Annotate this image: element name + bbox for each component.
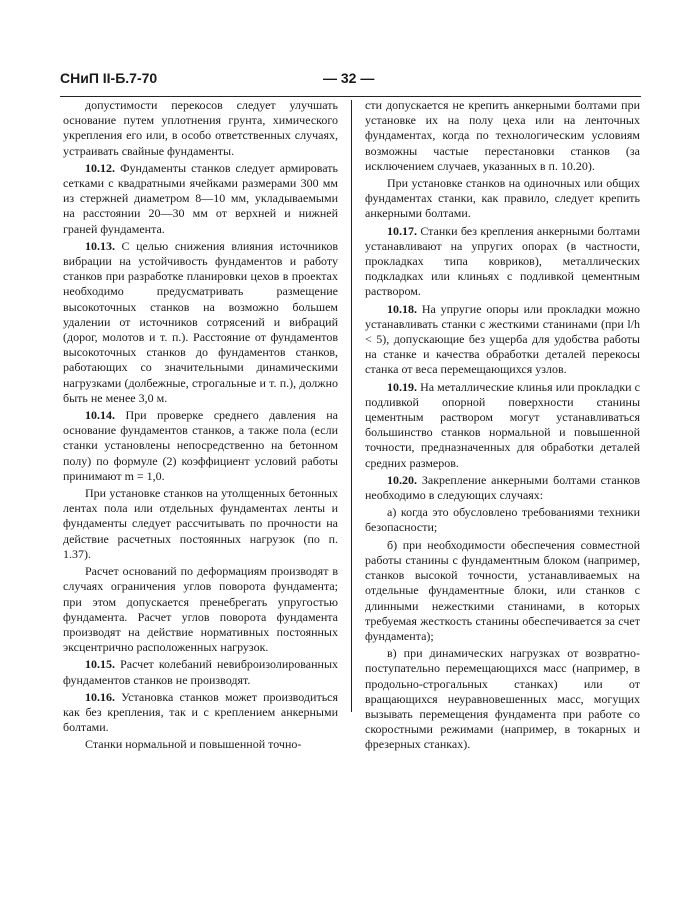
paragraph <box>63 690 338 736</box>
paragraph-text: При установке станков на утолщенных бетонных лентах пола или отдельных фундаментах ленты и фундаменты следует рассчитывать по прочности на действие расчетных постоянных нагрузок (по п. 1.37). <box>63 486 338 561</box>
paragraph <box>365 473 640 503</box>
paragraph <box>365 224 640 300</box>
paragraph-text: С целью снижения влияния источников вибрации на устойчивость фундаментов и работу станков при разработке планировки цехов в проектах необходимо предусматривать размещение высокоточных станков на возможно большем удалении от источников сотрясений и вибраций (дорог, молотов и т. п.). Расстояние от фундаментов высокоточных станков до фундаментов станков, работающих со значительными динамическими нагрузками (долбежные, строгальные и т. п.), должно быть не менее 3,0 м. <box>63 238 338 405</box>
clause-number: 10.14. <box>85 408 115 423</box>
paragraph-text: Установка станков может производиться как без крепления, так и с креплением анкерными болтами. <box>63 689 339 735</box>
paragraph-text: Станки нормальной и повышенной точно- <box>85 737 302 752</box>
clause-number: 10.17. <box>387 223 417 238</box>
clause-number: 10.20. <box>387 472 417 487</box>
paragraph-text: На упругие опоры или прокладки можно устанавливать станки с жесткими станинами (при l/h < 5), допускающие без ущерба для удобства работы на станке и качества обработки деталей перекосы станка от веса перемещающихся узлов. <box>365 301 640 377</box>
paragraph <box>63 657 338 687</box>
paragraph <box>63 737 338 752</box>
paragraph-text: Расчет колебаний невиброизолированных фундаментов станков не производят. <box>63 657 339 687</box>
paragraph <box>63 161 338 237</box>
paragraph-text: в) при динамических нагрузках от возвратно-поступательно перемещающихся масс (например, в продольно-строгальных станках) или от вращающихся неуравновешенных масс, могущих вызывать перемещения фундамента при работе со скоростными режимами (например, в токарных и фрезерных станках). <box>365 646 640 752</box>
paragraph <box>365 505 640 535</box>
paragraph-text: сти допускается не крепить анкерными болтами при установке их на полу цеха или на ленточных фундаментах, когда по технологическим условиям возможны частые перестановки станков (за исключением случаев, указанных в п. 10.20). <box>365 98 640 173</box>
clause-number: 10.18. <box>387 301 417 316</box>
paragraph-text: б) при необходимости обеспечения совместной работы станины с фундаментным блоком (например, станков высокой точности, устанавливаемых на отдельные фундаментные блоки, или станков с длинными нежесткими станинами, в которых требуемая жесткость станины обеспечивается за счет фундамента); <box>365 537 640 643</box>
column-divider <box>351 100 352 712</box>
paragraph <box>365 380 640 471</box>
clause-number: 10.19. <box>387 379 417 394</box>
paragraph <box>63 408 338 484</box>
paragraph-text: При проверке среднего давления на основание фундаментов станков, а также пола (если станки установлены непосредственно на бетонном полу) по формуле (2) коэффициент условий работы принимают m = 1,0. <box>63 408 339 483</box>
paragraph-text: допустимости перекосов следует улучшать основание путем уплотнения грунта, химического укрепления его или, в особо ответственных случаях, устраивать свайные фундаменты. <box>63 98 338 158</box>
paragraph <box>365 302 640 378</box>
paragraph <box>365 98 640 174</box>
paragraph-text: Закрепление анкерными болтами станков необходимо в следующих случаях: <box>365 472 641 503</box>
document-code: СНиП II-Б.7-70 <box>60 70 158 86</box>
paragraph-text: На металлические клинья или прокладки с подливкой опорной поверхности станины цементным раствором могут устанавливаться большинство станков нормальной и повышенной точности, предназначенных для обработки деталей средних размеров. <box>365 379 640 470</box>
paragraph-text: а) когда это обусловлено требованиями техники безопасности; <box>365 505 640 535</box>
clause-number: 10.12. <box>85 160 115 175</box>
clause-number: 10.13. <box>85 238 115 253</box>
paragraph-text: Расчет оснований по деформациям производят в случаях ограничения углов поворота фундамента; при этом допускается пренебрегать упругостью фундамента. Расчет углов поворота фундамента производят на действие нормативных постоянных эксцентрично расположенных нагрузок. <box>63 564 338 655</box>
clause-number: 10.15. <box>85 657 115 672</box>
paragraph-text: Фундаменты станков следует армировать сетками с квадратными ячейками размерами 300 мм из стержней диаметром 8—10 мм, укладываемыми на расстоянии 20—30 мм от верхней и нижней граней фундамента. <box>63 160 339 236</box>
paragraph-text: При установке станков на одиночных или общих фундаментах станки, как правило, следует крепить анкерными болтами. <box>365 176 640 221</box>
paragraph <box>63 98 338 159</box>
paragraph <box>365 538 640 644</box>
paragraph <box>63 239 338 406</box>
clause-number: 10.16. <box>85 689 115 704</box>
left-column <box>63 98 338 755</box>
paragraph-text: Станки без крепления анкерными болтами устанавливают на упругих опорах (в частности, прокладках типа ковриков), металлических подкладках или клиньях с подливкой цементным раствором. <box>365 223 640 299</box>
paragraph <box>63 486 338 562</box>
page-number: — 32 — <box>323 70 375 86</box>
page-header <box>60 70 640 92</box>
paragraph <box>365 646 640 752</box>
paragraph <box>365 176 640 222</box>
header-rule <box>60 96 641 97</box>
paragraph <box>63 564 338 655</box>
right-column <box>365 98 640 755</box>
